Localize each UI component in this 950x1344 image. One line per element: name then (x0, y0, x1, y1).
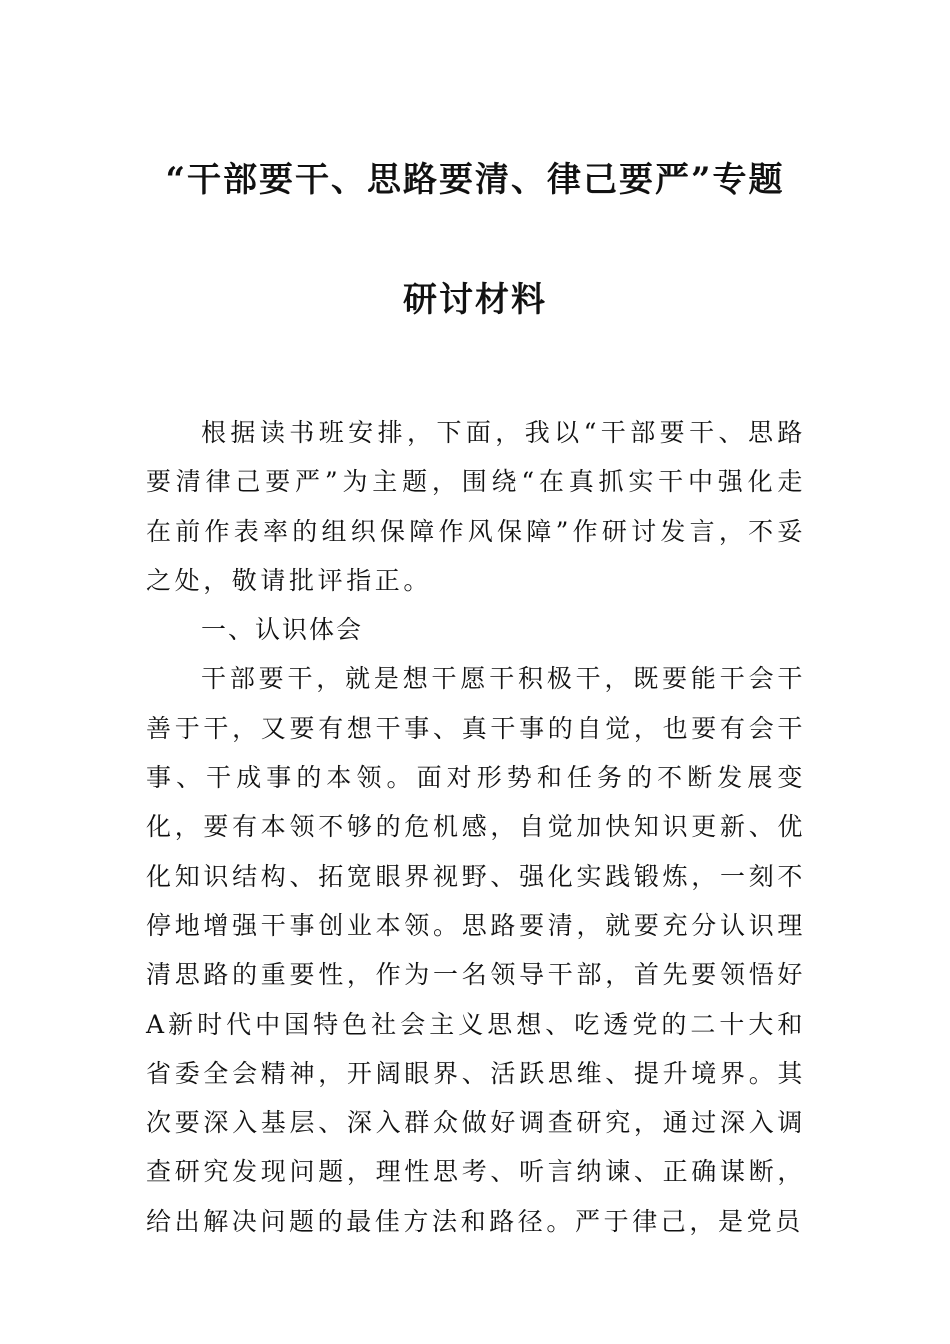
document-title-line-1: “干部要干、思路要清、律己要严”专题 (165, 160, 785, 200)
section-paragraph: 干部要干，就是想干愿干积极干，既要能干会干善于干，又要有想干事、真干事的自觉，也要有会干事、干成事的本领。面对形势和任务的不断发展变化，要有本领不够的危机感，自觉加快知识更新、优化知识结构、拓宽眼界视野、强化实践锻炼，一刻不停地增强干事创业本领。思路要清，就要充分认识理清思路的重要性，作为一名领导干部，首先要领悟好A新时代中国特色社会主义思想、吃透党的二十大和省委全会精神，开阔眼界、活跃思维、提升境界。其次要深入基层、深入群众做好调查研究，通过深入调查研究发现问题，理性思考、听言纳谏、正确谋断，给出解决问题的最佳方法和路径。严于律己，是党员 (146, 664, 806, 1236)
document-title-line-2: 研讨材料 (403, 280, 547, 320)
document-body (146, 408, 806, 1246)
intro-paragraph: 根据读书班安排，下面，我以“干部要干、思路要清律己要严”为主题，围绕“在真抓实干中强化走在前作表率的组织保障作风保障”作研讨发言，不妥之处，敬请批评指正。 (146, 418, 806, 595)
section-heading: 一、认识体会 (201, 615, 364, 645)
